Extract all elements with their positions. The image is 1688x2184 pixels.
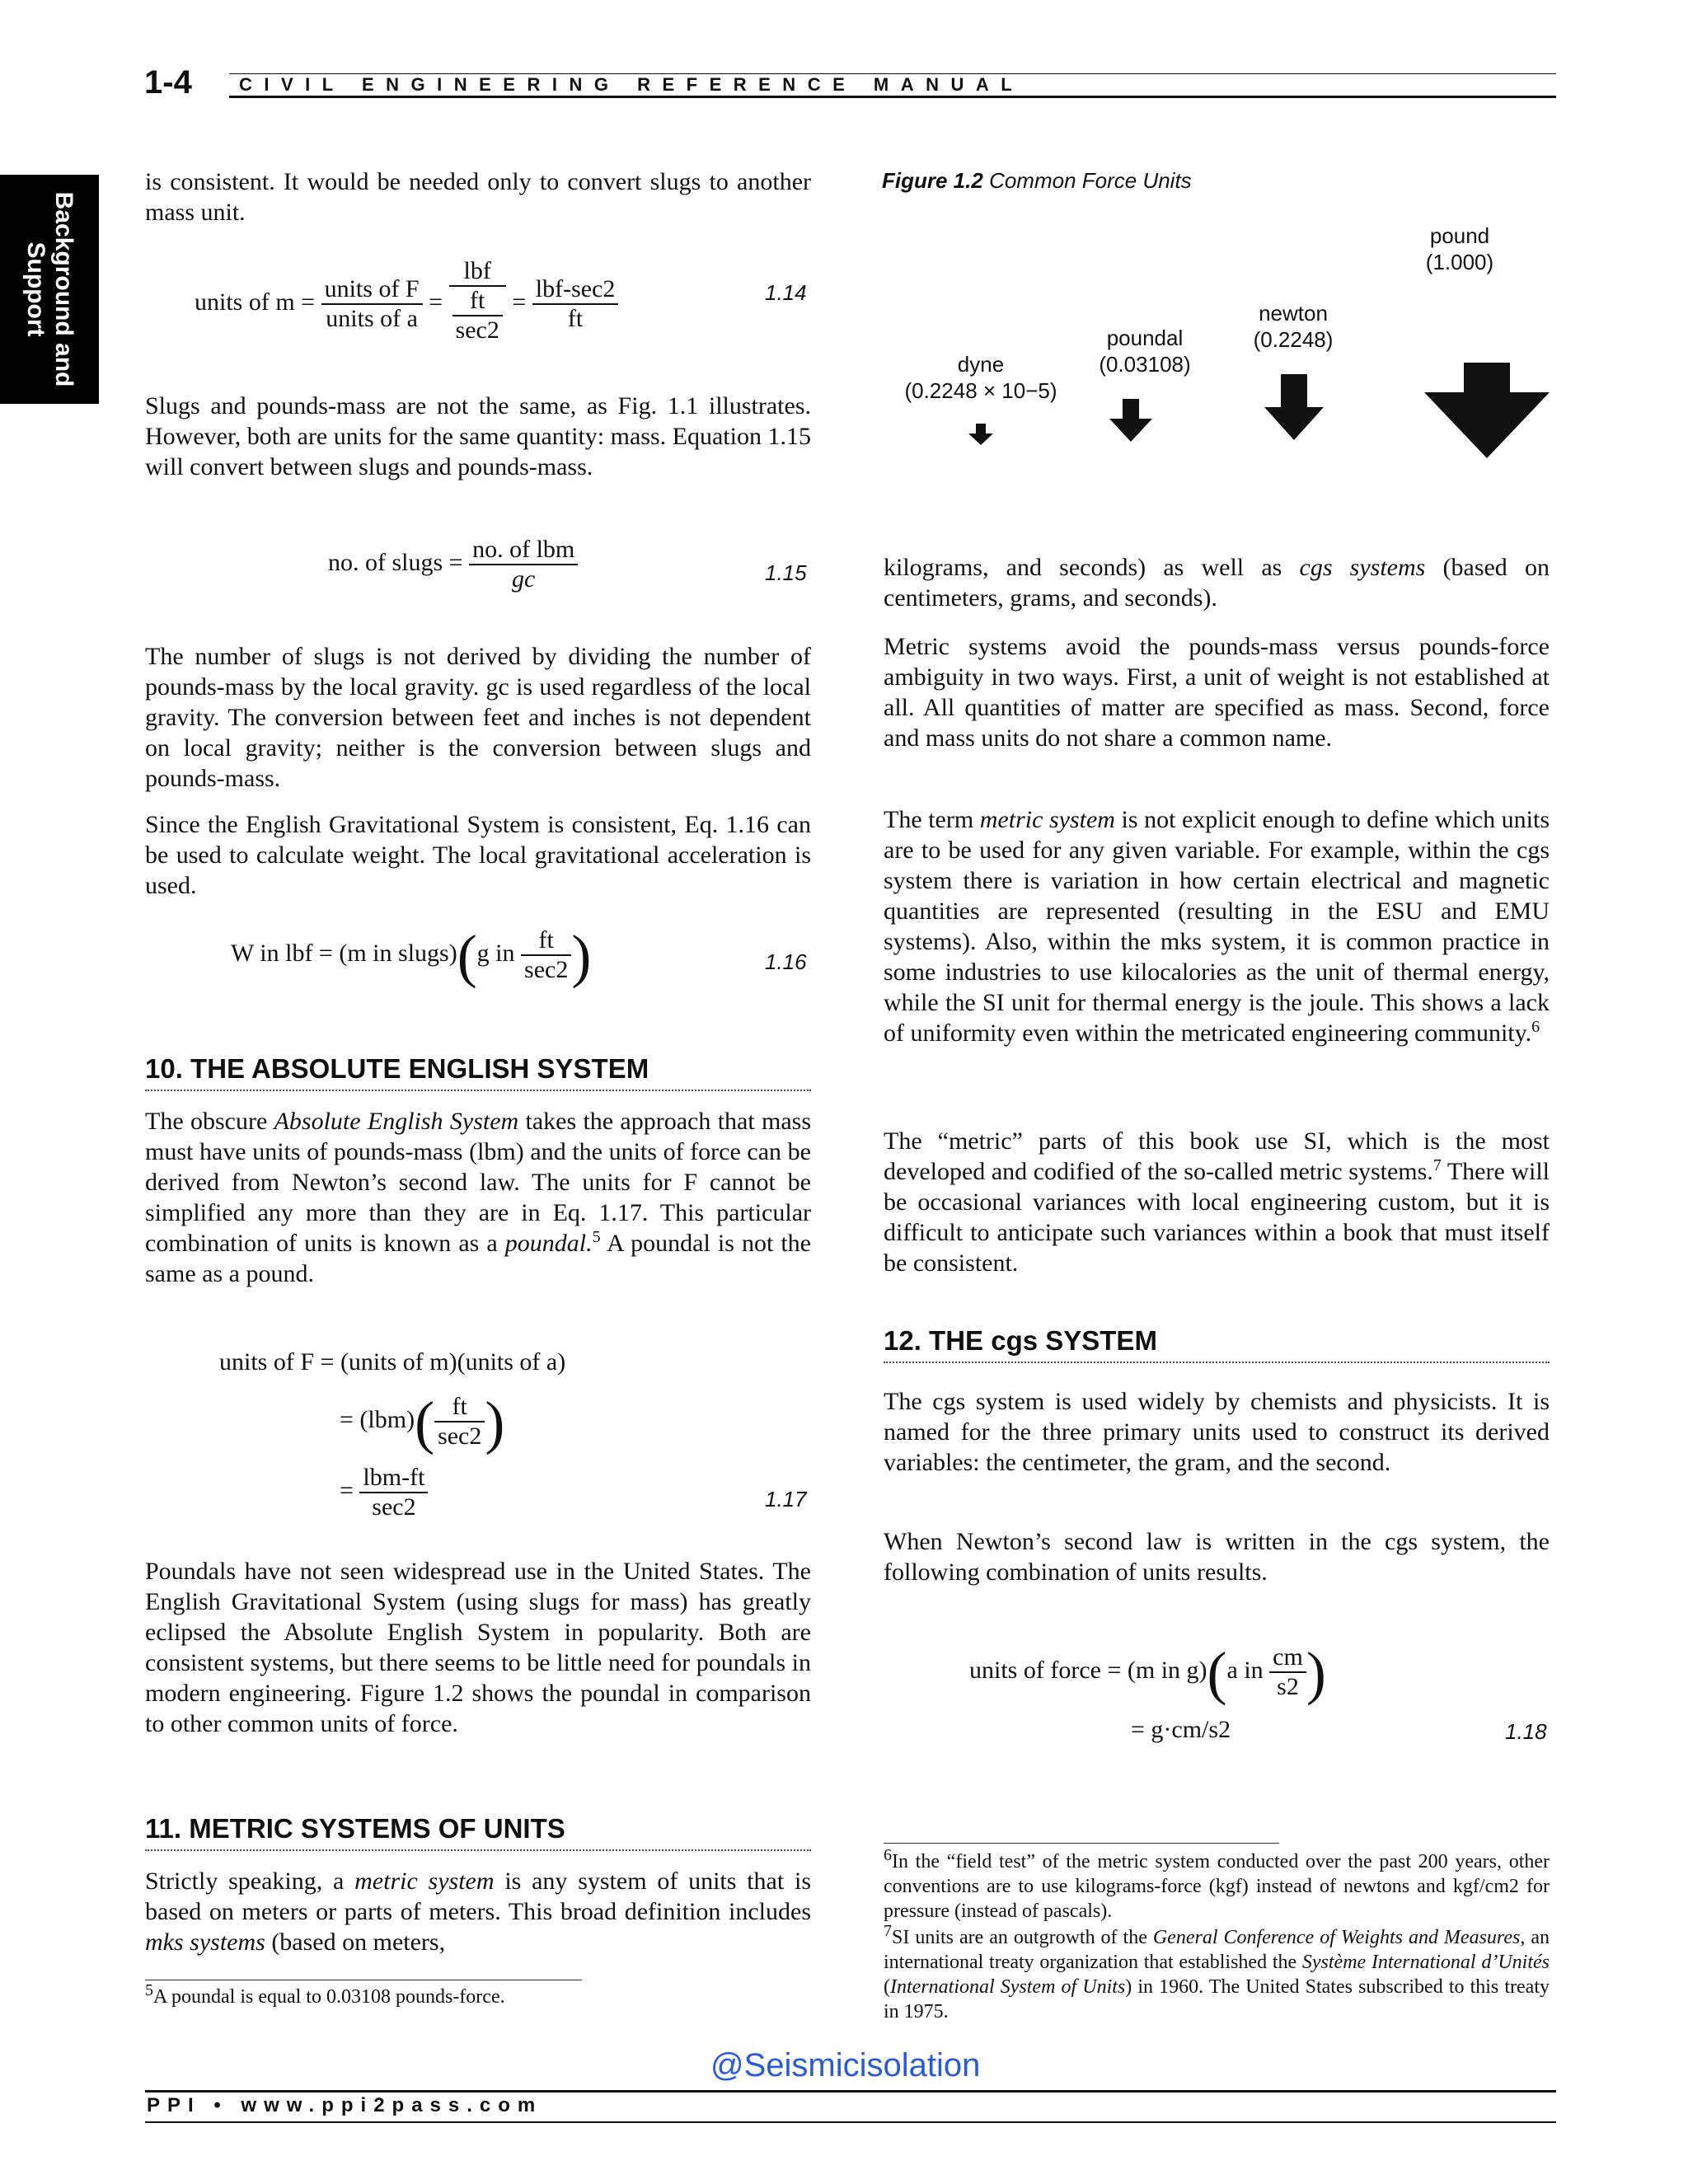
heading-rule-12 bbox=[884, 1361, 1550, 1363]
equation-1-18-line2: = g·cm/s2 bbox=[1131, 1716, 1231, 1743]
right-paragraph-6: When Newton’s second law is written in the cgs system, the following combination of units results. bbox=[884, 1528, 1550, 1586]
equation-1-15: no. of slugs = $\frac{\text{no. of lbm}}{gc}$ bbox=[328, 536, 578, 593]
equation-1-14: units of m = $\frac{\text{units of F}}{\text{units of a}}$ = lbf ft sec2 = $\frac{\text{lbf-sec2}}{ft}$ bbox=[195, 257, 618, 344]
figure-label-dyne: dyne (0.2248 × 10−5) bbox=[904, 352, 1057, 403]
footer-rule-top bbox=[145, 2090, 1556, 2093]
footer-rule-bottom bbox=[145, 2121, 1556, 2123]
equation-number-1-15: 1.15 bbox=[765, 560, 807, 585]
footnote-7: $^7$SI units are an outgrowth of the General Conference of Weights and Measures, an international treaty organization that established the Système International d’Unités (International System of Units) in 1960. The United States subscribed to this treaty in 1975. bbox=[884, 1922, 1550, 2022]
section-side-tab bbox=[0, 175, 99, 404]
left-paragraph-7: Strictly speaking, a metric system is any system of units that is based on meters or parts of meters. This broad definition includes mks systems (based on meters, bbox=[145, 1868, 811, 1956]
heading-rule-10 bbox=[145, 1090, 811, 1091]
running-title: CIVIL ENGINEERING REFERENCE MANUAL bbox=[239, 74, 1025, 95]
footnote-5: $^5$A poundal is equal to 0.03108 pounds-force. bbox=[145, 1981, 505, 2008]
left-paragraph-6: Poundals have not seen widespread use in the United States. The English Gravitational System (using slugs for mass) has greatly eclipsed the Absolute English System in popularity. Both are consistent systems, but there seems to be little need for poundals in modern engineering. Figure 1.2 shows the poundal in comparison to other common units of force. bbox=[145, 1558, 811, 1737]
right-paragraph-2: Metric systems avoid the pounds-mass versus pounds-force ambiguity in two ways. First, a unit of weight is not established at all. All quantities of matter are specified as mass. Second, force and mass units do not share a common name. bbox=[884, 633, 1550, 752]
watermark-text: @Seismicisolation bbox=[710, 2047, 981, 2083]
equation-number-1-16: 1.16 bbox=[765, 949, 807, 974]
equation-1-17-line1: units of F = (units of m)(units of a) bbox=[219, 1348, 566, 1376]
figure-label-poundal: poundal (0.03108) bbox=[1099, 326, 1191, 377]
arrow-pound bbox=[1424, 363, 1550, 458]
section-heading-12: 12. THE cgs SYSTEM bbox=[884, 1325, 1157, 1356]
section-heading-10: 10. THE ABSOLUTE ENGLISH SYSTEM bbox=[145, 1053, 649, 1084]
right-paragraph-5: The cgs system is used widely by chemists and physicists. It is named for the three primary units used to construct its derived variables: the centimeter, the gram, and the second. bbox=[884, 1388, 1550, 1476]
right-paragraph-3: The term metric system is not explicit enough to define which units are to be used for any given variable. For example, within the cgs system there is variation in how certain electrical and magnetic quantities are represented (resulting in the ESU and EMU systems). Also, within the mks system, it is common practice in some industries to use kilocalories as the unit of thermal energy, while the SI unit for thermal energy is the joule. This shows a lack of uniformity even within the metricated engineering community.$^6$ bbox=[884, 806, 1550, 1047]
left-paragraph-4: Since the English Gravitational System is consistent, Eq. 1.16 can be used to calculate weight. The local gravitational acceleration is used. bbox=[145, 811, 811, 899]
side-tab-line1: Background and bbox=[50, 191, 77, 387]
footnote-6: $^6$In the “field test” of the metric system conducted over the past 200 years, other conventions are to use kilograms-force (kgf) instead of newtons and kgf/cm2 for pressure (instead of pascals). bbox=[884, 1846, 1550, 1922]
equation-1-18-line1: units of force = (m in g)(a in $\frac{cm}{s2}$ ) bbox=[969, 1639, 1326, 1706]
figure-label-pound: pound (1.000) bbox=[1425, 223, 1494, 274]
equation-number-1-14: 1.14 bbox=[765, 280, 807, 305]
left-paragraph-1: is consistent. It would be needed only to convert slugs to another mass unit. bbox=[145, 168, 811, 226]
right-paragraph-1: kilograms, and seconds) as well as cgs systems (based on centimeters, grams, and seconds). bbox=[884, 554, 1550, 612]
equation-1-17-line2: = (lbm)( $\frac{ft}{\sec 2}$ ) bbox=[340, 1389, 505, 1455]
arrow-poundal bbox=[1109, 399, 1152, 442]
footer-publisher: PPI • www.ppi2pass.com bbox=[147, 2094, 543, 2116]
heading-rule-11 bbox=[145, 1849, 811, 1851]
figure-caption: Figure 1.2 Common Force Units bbox=[882, 168, 1192, 193]
left-paragraph-2: Slugs and pounds-mass are not the same, as Fig. 1.1 illustrates. However, both are units for the same quantity: mass. Equation 1.15 will convert between slugs and pounds-mass. bbox=[145, 392, 811, 480]
header-rule bbox=[229, 96, 1556, 98]
left-paragraph-5: The obscure Absolute English System takes the approach that mass must have units of pounds-mass (lbm) and the units of force can be derived from Newton’s second law. The units for F cannot be simplified any more than they are in Eq. 1.17. This particular combination of units is known as a poundal.$^5$ A poundal is not the same as a pound. bbox=[145, 1108, 811, 1287]
section-heading-11: 11. METRIC SYSTEMS OF UNITS bbox=[145, 1813, 565, 1844]
page-number: 1-4 bbox=[144, 64, 192, 101]
equation-1-17-line3: = $\frac{\text{lbm-ft}}{\sec 2}$ bbox=[340, 1464, 428, 1521]
equation-1-16: W in lbf = (m in slugs)(g in $\frac{ft}{\sec 2}$ ) bbox=[231, 922, 592, 989]
figure-label-newton: newton (0.2248) bbox=[1253, 301, 1334, 352]
right-paragraph-4: The “metric” parts of this book use SI, which is the most developed and codified of the so-called metric systems.$^7$ There will be occasional variances with local engineering custom, but it is difficult to anticipate such variances within a book that must itself be consistent. bbox=[884, 1127, 1550, 1277]
arrow-dyne bbox=[968, 424, 993, 445]
equation-number-1-17: 1.17 bbox=[765, 1487, 807, 1511]
figure-force-arrows bbox=[882, 363, 1558, 462]
left-paragraph-3: The number of slugs is not derived by dividing the number of pounds-mass by the local gravity. gc is used regardless of the local gravity. The conversion between feet and inches is not dependent on local gravity; neither is the conversion between slugs and pounds-mass. bbox=[145, 643, 811, 792]
footnote-rule-right bbox=[884, 1843, 1279, 1844]
arrow-newton bbox=[1264, 374, 1324, 440]
side-tab-line2: Support bbox=[22, 241, 49, 337]
equation-number-1-18: 1.18 bbox=[1505, 1719, 1547, 1744]
